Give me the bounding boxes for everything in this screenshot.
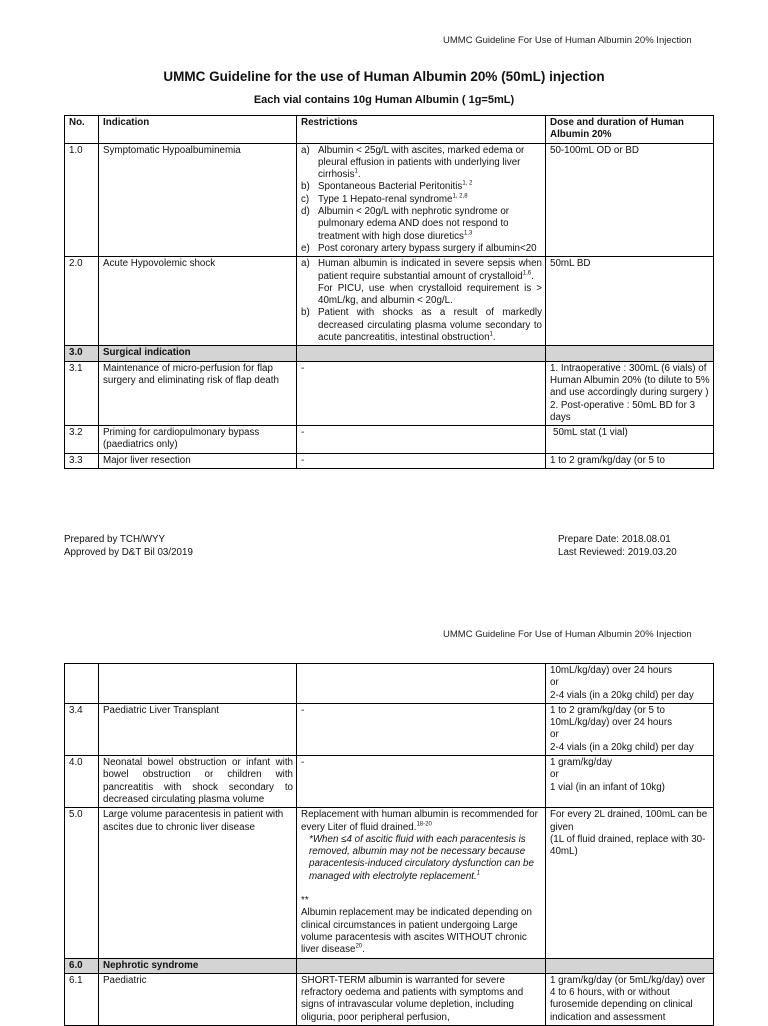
empty-cell [65, 664, 99, 704]
restriction-item [301, 206, 542, 243]
double-asterisk: ** [301, 895, 309, 907]
item-letter: b) [301, 181, 310, 193]
restriction-note [301, 834, 542, 883]
empty-cell [99, 664, 297, 704]
restriction-text [301, 907, 542, 956]
row-number: 3.1 [65, 361, 99, 425]
table-row [65, 703, 714, 755]
item-text: Albumin < 25g/L with ascites, marked edema or pleural effusion in patients with underlying liver cirrhosis [318, 144, 525, 181]
item-letter: b) [301, 307, 310, 319]
item-punct: . [357, 169, 361, 181]
restrictions-cell [297, 143, 546, 257]
approved-by: Approved by D&T Bil 03/2019 [64, 547, 193, 558]
restriction-item [301, 243, 542, 255]
reference-marker: 1 [354, 168, 358, 175]
restrictions-cell: - [297, 361, 546, 425]
restrictions-cell: SHORT-TERM albumin is warranted for severe refractory oedema and patients with symptoms and signs of intravascular volume depletion, including oliguria, poor peripheral perfusion, [297, 973, 546, 1025]
item-letter: c) [301, 193, 310, 205]
running-header: UMMC Guideline For Use of Human Albumin 20% Injection [443, 35, 692, 46]
dose-line: 2-4 vials (in a 20kg child) per day [550, 689, 694, 701]
indication-cell: Maintenance of micro-perfusion for flap surgery and eliminating risk of flap death [99, 361, 297, 425]
dose-line: 1. Intraoperative : 300mL (6 vials) of Human Albumin 20% (to dilute to 5% and use accordingly during surgery ) [550, 362, 710, 399]
indication-cell: Acute Hypovolemic shock [99, 257, 297, 346]
header-dose: Dose and duration of Human Albumin 20% [546, 116, 714, 144]
row-number: 5.0 [65, 808, 99, 958]
section-label: Nephrotic syndrome [99, 958, 297, 973]
dose-line: 10mL/kg/day) over 24 hours [550, 665, 672, 676]
restriction-note-text: *When ≤4 of ascitic fluid with each paracentesis is removed, albumin may not be necessary because paracentesis-induced circulatory dysfunction can be managed with electrolyte replacement. [309, 833, 534, 882]
item-letter: e) [301, 242, 310, 254]
item-text: Patient with shocks as a result of markedly decreased circulating plasma volume secondary to acute pancreatitis, intestinal obstruction [318, 307, 542, 344]
section-empty-cell [297, 346, 546, 361]
dose-line: For every 2L drained, 100mL can be given [550, 809, 708, 833]
section-empty-cell [546, 346, 714, 361]
restriction-item [301, 258, 542, 307]
dose-cell [546, 808, 714, 958]
restriction-sentence: Albumin replacement may be indicated depending on clinical circumstances in patient undergoing Large volume paracentesis with ascites WITHOUT chronic liver disease [301, 907, 532, 956]
restriction-text [301, 809, 542, 834]
section-row [65, 346, 714, 361]
table-row [65, 453, 714, 468]
item-letter: d) [301, 206, 310, 218]
dose-cell: 1 gram/kg/day (or 5mL/kg/day) over 4 to 6 hours, with or without furosemide depending on clinical indication and assessment [546, 973, 714, 1025]
dose-line: 1 to 2 gram/kg/day (or 5 to 10mL/kg/day) over 24 hours [550, 704, 672, 729]
item-letter: a) [301, 258, 310, 270]
row-number: 3.3 [65, 453, 99, 468]
document-title: UMMC Guideline for the use of Human Albumin 20% (50mL) injection [163, 69, 605, 84]
table-row [65, 426, 714, 454]
item-punct: . [362, 944, 365, 956]
row-number: 6.1 [65, 973, 99, 1025]
dose-cell [546, 664, 714, 704]
restrictions-cell: - [297, 426, 546, 454]
dose-line: (1L of fluid drained, replace with 30-40mL) [550, 833, 706, 858]
restrictions-cell [297, 808, 546, 958]
dose-cell: 1 to 2 gram/kg/day (or 5 to [546, 453, 714, 468]
row-number: 2.0 [65, 257, 99, 346]
indication-cell: Neonatal bowel obstruction or infant with bowel obstruction or children with pancreatitis with shock secondary to decreased circulating plasma volume [99, 756, 297, 808]
table-header-row [65, 116, 714, 144]
dose-cell [546, 756, 714, 808]
dose-or: or [550, 769, 559, 781]
table-row-continued [65, 664, 714, 704]
dose-or: or [550, 729, 559, 741]
indication-cell: Paediatric [99, 973, 297, 1025]
dose-cell [546, 361, 714, 425]
table-row [65, 257, 714, 346]
section-empty-cell [546, 958, 714, 973]
table-row [65, 143, 714, 257]
restriction-sentence: Replacement with human albumin is recommended for every Liter of fluid drained. [301, 809, 538, 833]
row-number: 4.0 [65, 756, 99, 808]
indication-cell: Paediatric Liver Transplant [99, 703, 297, 755]
indication-cell: Symptomatic Hypoalbuminemia [99, 143, 297, 257]
prepared-by: Prepared by TCH/WYY [64, 534, 166, 545]
picu-note: For PICU, use when crystalloid requirement is > 40mL/kg, and albumin < 20g/L. [318, 282, 542, 307]
row-number: 3.2 [65, 426, 99, 454]
item-letter: a) [301, 144, 310, 156]
reference-marker: 20 [355, 943, 363, 950]
reference-marker: 18-20 [416, 821, 432, 828]
dose-line: 2-4 vials (in a 20kg child) per day [550, 741, 694, 753]
reference-marker: 1, 2,8 [452, 193, 468, 200]
running-header-page-2: UMMC Guideline For Use of Human Albumin 20% Injection [443, 629, 692, 640]
prepare-date: Prepare Date: 2018.08.01 [558, 534, 671, 545]
table-row [65, 808, 714, 958]
dose-line: 1 gram/kg/day [550, 757, 613, 769]
section-number: 6.0 [65, 958, 99, 973]
table-row [65, 973, 714, 1025]
indication-cell: Large volume paracentesis in patient with ascites due to chronic liver disease [99, 808, 297, 958]
reference-marker: 1 [489, 331, 493, 338]
empty-cell [297, 664, 546, 704]
header-restrictions: Restrictions [297, 116, 546, 144]
dose-line: 1 vial (in an infant of 10kg) [550, 781, 665, 793]
indication-cell: Major liver resection [99, 453, 297, 468]
footer-right [558, 533, 677, 559]
footer-left [64, 533, 193, 559]
dose-cell: 50-100mL OD or BD [546, 143, 714, 257]
reference-marker: 1,6 [522, 270, 532, 277]
table-row [65, 756, 714, 808]
header-indication: Indication [99, 116, 297, 144]
reference-marker: 1 [476, 870, 481, 877]
reference-marker: 1,3 [463, 230, 473, 237]
restriction-item [301, 307, 542, 344]
document-subtitle: Each vial contains 10g Human Albumin ( 1g=5mL) [253, 94, 515, 106]
dose-line: 2. Post-operative : 50mL BD for 3 days [550, 399, 696, 423]
item-text: Albumin < 20g/L with nephrotic syndrome or pulmonary edema AND does not respond to treatment with high dose diuretics [318, 206, 510, 242]
section-row [65, 958, 714, 973]
restriction-item [301, 145, 542, 182]
restrictions-cell [297, 257, 546, 346]
item-punct: . [492, 332, 496, 344]
row-number: 3.4 [65, 703, 99, 755]
section-label: Surgical indication [99, 346, 297, 361]
item-text: Spontaneous Bacterial Peritonitis [318, 181, 463, 193]
restriction-item [301, 181, 542, 193]
restrictions-cell: - [297, 703, 546, 755]
section-empty-cell [297, 958, 546, 973]
item-punct: . [531, 270, 534, 282]
header-no: No. [65, 116, 99, 144]
dose-or: or [550, 677, 559, 689]
restriction-item [301, 194, 542, 206]
item-text: Post coronary artery bypass surgery if albumin<20 [318, 242, 537, 254]
dose-cell: 50mL stat (1 vial) [546, 426, 714, 454]
last-reviewed: Last Reviewed: 2019.03.20 [558, 547, 677, 558]
table-row [65, 361, 714, 425]
item-text: Human albumin is indicated in severe sepsis when patient require substantial amount of crystalloid [318, 258, 542, 282]
indication-cell: Priming for cardiopulmonary bypass (paediatrics only) [99, 426, 297, 454]
dose-cell: 50mL BD [546, 257, 714, 346]
section-number: 3.0 [65, 346, 99, 361]
reference-marker: 1, 2 [462, 181, 473, 188]
restrictions-cell: - [297, 756, 546, 808]
row-number: 1.0 [65, 143, 99, 257]
guideline-table-page-1 [64, 115, 714, 469]
dose-cell [546, 703, 714, 755]
guideline-table-page-2 [64, 663, 714, 1026]
restrictions-cell: - [297, 453, 546, 468]
item-text: Type 1 Hepato-renal syndrome [318, 193, 453, 205]
